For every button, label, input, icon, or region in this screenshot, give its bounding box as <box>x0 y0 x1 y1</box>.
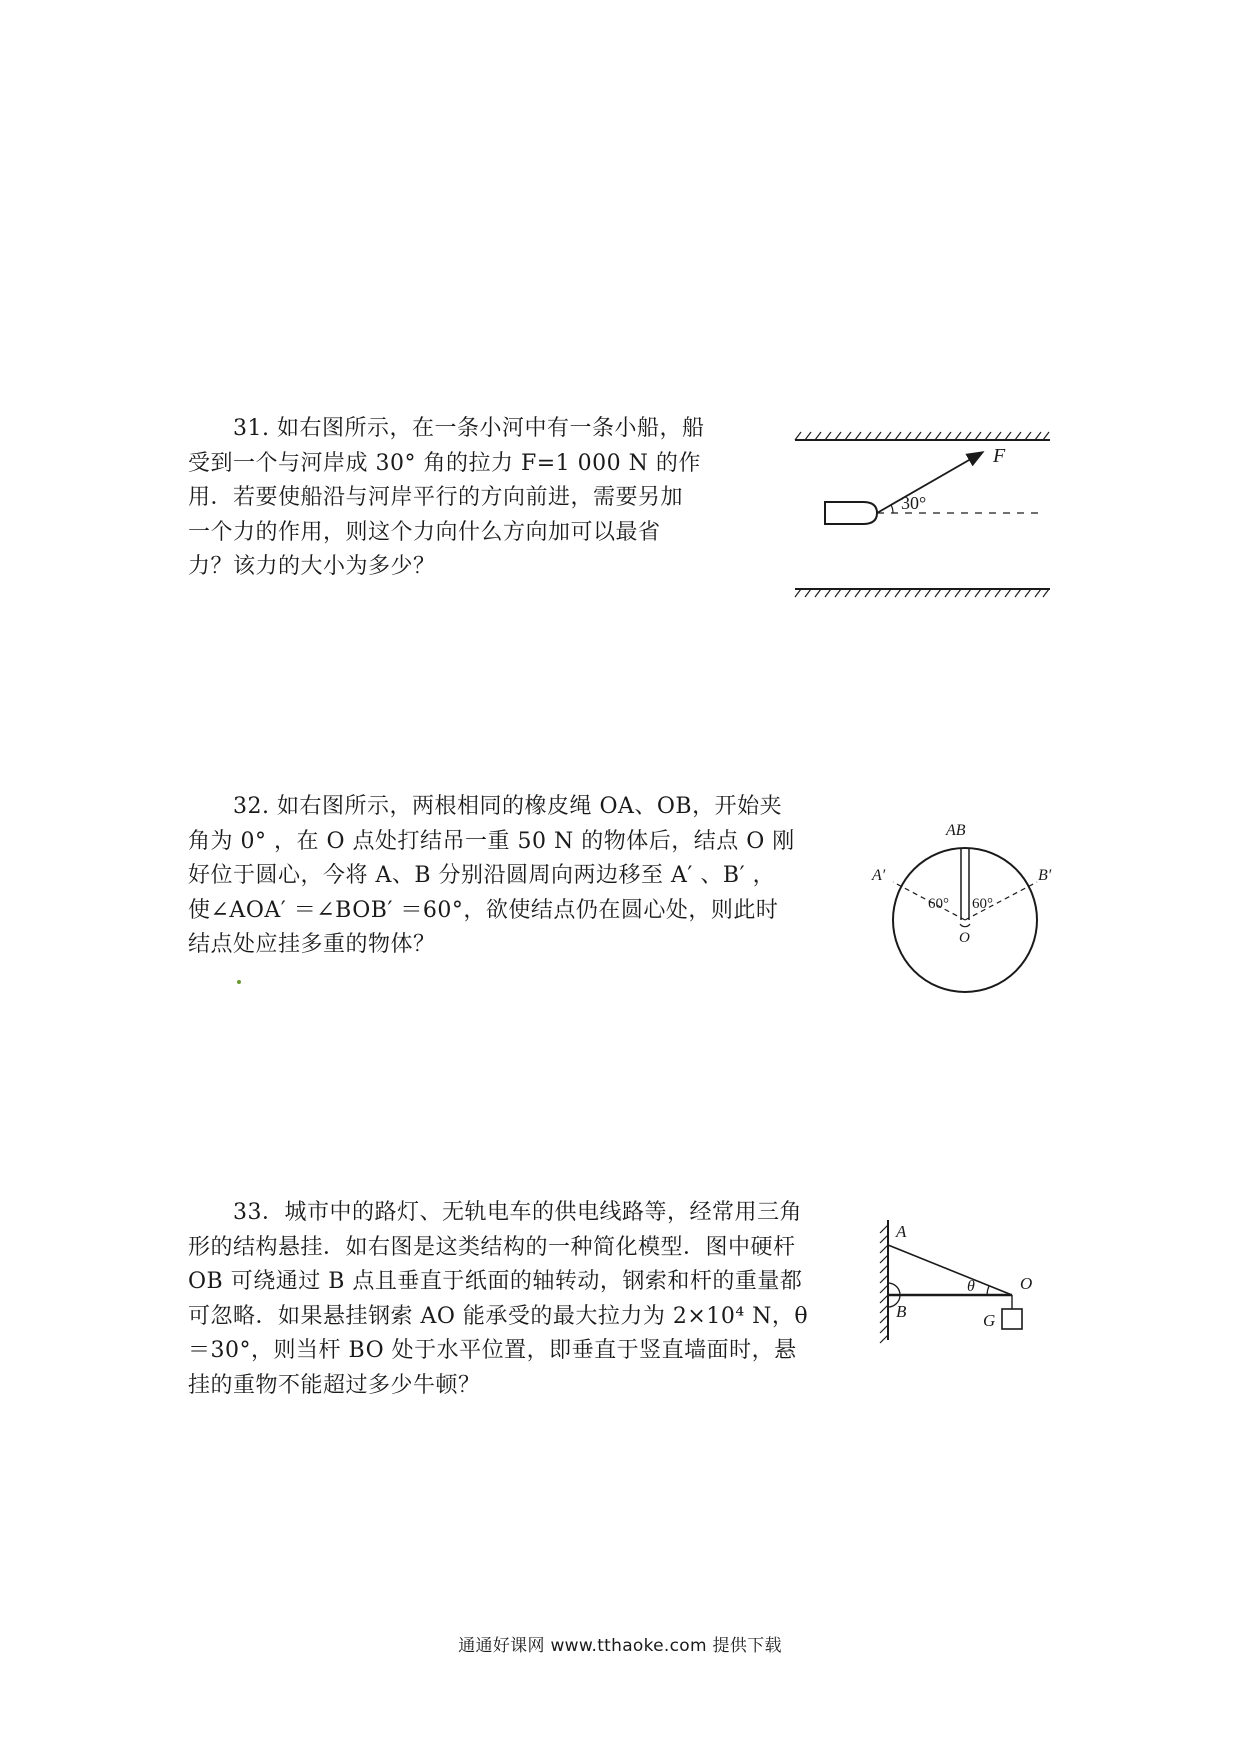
label-o: O <box>1020 1274 1033 1293</box>
circle-rubber-bands-diagram <box>868 820 1063 1000</box>
text-line: 好位于圆心，今将 A、B 分别沿圆周向两边移至 A′ 、B′ ， <box>188 863 776 888</box>
page-footer: 通通好课网 www.tthaoke.com 提供下载 <box>458 1636 782 1656</box>
label-b-prime: B′ <box>1038 867 1052 884</box>
text-line: 力？该力的大小为多少？ <box>188 554 436 579</box>
text-line: 使∠AOA′ ＝∠BOB′ ＝60°，欲使结点仍在圆心处，则此时 <box>188 897 779 923</box>
bank-hatch-bottom <box>795 589 1049 597</box>
force-label: F <box>993 445 1006 467</box>
label-ab: AB <box>946 822 966 839</box>
text-line: 结点处应挂多重的物体？ <box>188 932 436 957</box>
text-line: 32. 如右图所示，两根相同的橡皮绳 OA、OB，开始夹 <box>188 794 783 819</box>
angle-right-label: 60° <box>972 896 993 912</box>
problem-31-text <box>188 412 704 585</box>
text-line: 用．若要使船沿与河岸平行的方向前进，需要另加 <box>188 485 684 510</box>
text-line: 33．城市中的路灯、无轨电车的供电线路等，经常用三角 <box>188 1200 802 1225</box>
bank-hatch-top <box>795 432 1049 440</box>
text-line: 角为 0° ，在 O 点处打结吊一重 50 N 的物体后，结点 O 刚 <box>188 828 795 854</box>
angle-left-label: 60° <box>928 896 949 912</box>
cable-ao <box>888 1245 1012 1295</box>
angle-arc <box>960 924 970 927</box>
weight-box <box>1002 1309 1022 1329</box>
text-line: OB 可绕通过 B 点且垂直于纸面的轴转动，钢索和杆的重量都 <box>188 1269 803 1294</box>
label-a-prime: A′ <box>872 867 886 884</box>
text-line: 挂的重物不能超过多少牛顿？ <box>188 1372 481 1398</box>
angle-arc <box>891 505 893 513</box>
label-b: B <box>896 1302 907 1321</box>
force-arrow <box>877 452 983 513</box>
problem-33-text <box>188 1196 808 1403</box>
green-dot-mark <box>237 980 241 984</box>
boat <box>825 502 877 524</box>
text-line: 形的结构悬挂．如右图是这类结构的一种简化模型．图中硬杆 <box>188 1234 796 1260</box>
text-line: 31. 如右图所示，在一条小河中有一条小船，船 <box>188 416 705 441</box>
angle-label: 30° <box>901 493 927 513</box>
label-g: G <box>983 1311 996 1330</box>
text-line: 一个力的作用，则这个力向什么方向加可以最省 <box>188 519 661 545</box>
label-a: A <box>896 1222 907 1241</box>
boat-river-diagram <box>785 420 1060 620</box>
problem-32-text <box>188 790 795 963</box>
label-theta: θ <box>967 1278 975 1295</box>
wall-bracket-diagram <box>872 1215 1042 1350</box>
text-line: 可忽略．如果悬挂钢索 AO 能承受的最大拉力为 2×10⁴ N，θ <box>188 1303 809 1329</box>
text-line: ＝30°，则当杆 BO 处于水平位置，即垂直于竖直墙面时，悬 <box>188 1338 797 1363</box>
label-o: O <box>959 930 970 946</box>
theta-arc <box>987 1286 989 1295</box>
text-line: 受到一个与河岸成 30° 角的拉力 F=1 000 N 的作 <box>188 450 701 476</box>
wall-hatch <box>880 1225 888 1343</box>
